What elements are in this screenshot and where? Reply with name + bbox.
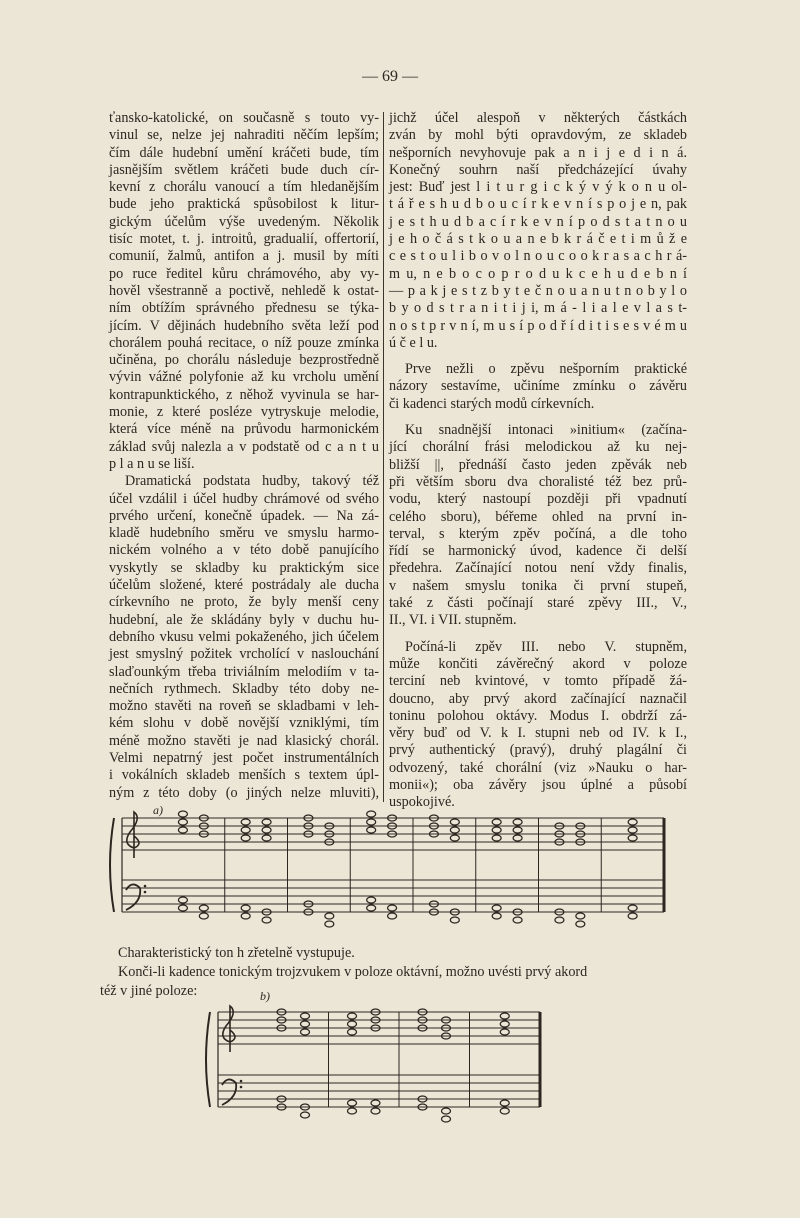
caption-characteristic-tone: Charakteristický ton h zřetelně vystupuje. bbox=[118, 945, 355, 961]
text-line: předehra. Začínající notou není vždy finalis, bbox=[389, 560, 687, 577]
text-line: která více méně na průvodu harmonickém bbox=[109, 421, 379, 438]
text-line: toninu polohou oktávy. Modus I. obdrží zá- bbox=[389, 707, 687, 724]
text-line: po ruce ředitel kůru chrámového, aby vy- bbox=[109, 265, 379, 282]
note-head bbox=[492, 835, 501, 841]
caption-other-position: též v jiné poloze: bbox=[100, 983, 198, 999]
example-b-label: b) bbox=[260, 989, 270, 1003]
system-brace bbox=[206, 1012, 210, 1107]
text-line: odvozený, také chorální (viz »Nauku o har- bbox=[389, 759, 687, 776]
note-head bbox=[178, 819, 187, 825]
note-head bbox=[301, 1021, 310, 1027]
note-head bbox=[178, 827, 187, 833]
text-line: hudební, ale že skládány byly v duchu hu- bbox=[109, 611, 379, 628]
note-head bbox=[500, 1013, 509, 1019]
text-line: ú č e l u. bbox=[389, 334, 438, 351]
note-head bbox=[555, 917, 564, 923]
text-line: Počíná-li zpěv III. nebo V. stupněm, bbox=[405, 638, 687, 655]
text-line: Konečný souhrn naší předcházející úvahy bbox=[389, 161, 687, 178]
note-head bbox=[628, 835, 637, 841]
note-head bbox=[513, 917, 522, 923]
text-line: tisíc motet, t. j. introitů, gradualií, offertorií, bbox=[109, 231, 379, 248]
note-head bbox=[348, 1100, 357, 1106]
note-head bbox=[450, 917, 459, 923]
note-head bbox=[371, 1108, 380, 1114]
note-head bbox=[513, 827, 522, 833]
text-line: vyskytly se skladby ku praktickým sice bbox=[109, 559, 379, 576]
music-example-a bbox=[110, 811, 664, 927]
treble-clef-icon bbox=[127, 812, 139, 858]
text-line: účelům složené, které postrádaly ale ducha bbox=[109, 577, 379, 594]
note-head bbox=[262, 835, 271, 841]
note-head bbox=[450, 827, 459, 833]
note-head bbox=[367, 897, 376, 903]
text-line: — p a k j e s t z b y t e č n o u a n u t n o b y l o bbox=[389, 282, 687, 299]
text-line: doucno, aby prvý akord začínající naznačil bbox=[389, 690, 687, 707]
text-line: t á ř e s h u d b o u c í r k e v n í s p o j e n, pak bbox=[389, 196, 687, 213]
note-head bbox=[500, 1029, 509, 1035]
text-line: ním obtížím správného přednesu se týka- bbox=[109, 300, 379, 317]
text-line: základ svůj nalezla a v podstatě od c a n t u bbox=[109, 438, 379, 455]
note-head bbox=[262, 917, 271, 923]
text-line: církevního ne proto, že byly menší ceny bbox=[109, 594, 379, 611]
note-head bbox=[371, 1100, 380, 1106]
note-head bbox=[241, 905, 250, 911]
text-line: jícím. V dějinách hudebního světa leží pod bbox=[109, 317, 379, 334]
note-head bbox=[241, 835, 250, 841]
note-head bbox=[576, 921, 585, 927]
text-line: kontrapunktického, z něhož vyvinula se har- bbox=[109, 386, 379, 403]
treble-clef-icon bbox=[223, 1006, 235, 1052]
note-head bbox=[367, 905, 376, 911]
system-brace bbox=[110, 818, 114, 912]
music-example-b bbox=[206, 1006, 540, 1122]
note-head bbox=[262, 819, 271, 825]
text-line: účel vzdálil i účel hudby chrámové od svého bbox=[109, 490, 379, 507]
note-head bbox=[178, 811, 187, 817]
text-line: Prve nežli o zpěvu nešporním praktické bbox=[405, 361, 687, 378]
text-line: jasnějším světlem kráčeti bude duch cír- bbox=[109, 161, 379, 178]
text-line: j e s t h u d b a c í r k e v n í p o d s t a t n o u bbox=[389, 213, 687, 230]
text-line: terval, s kterým zpěv počíná, a dle toho bbox=[389, 525, 687, 542]
text-line: ným z této doby (o jiných nelze mluviti), bbox=[109, 784, 379, 801]
text-line: slaďounkým třeba triviálním melodiím v ta- bbox=[109, 663, 379, 680]
text-line: terciní neb kvintové, v tomto případě žá- bbox=[389, 673, 687, 690]
note-head bbox=[199, 905, 208, 911]
note-head bbox=[492, 819, 501, 825]
text-line: nešporních nevyhovuje pak a n i j e d i n á. bbox=[389, 144, 687, 161]
note-head bbox=[301, 1029, 310, 1035]
text-line: uspokojivé. bbox=[389, 794, 455, 811]
note-head bbox=[628, 905, 637, 911]
note-head bbox=[241, 913, 250, 919]
note-head bbox=[301, 1013, 310, 1019]
note-head bbox=[262, 827, 271, 833]
text-line: prvý authentický (pravý), druhý plagální či bbox=[389, 742, 687, 759]
text-line: či kadenci starých modů církevních. bbox=[389, 395, 595, 412]
text-line: jest smyslný požitek vrcholící v naslouchání bbox=[109, 646, 379, 663]
note-head bbox=[388, 905, 397, 911]
note-head bbox=[628, 827, 637, 833]
text-line: možno stavěti na roveň se skladbami v leh- bbox=[109, 698, 379, 715]
note-head bbox=[442, 1108, 451, 1114]
note-head bbox=[367, 827, 376, 833]
text-line: názory sestavíme, učiníme zmínku o závěru bbox=[389, 378, 687, 395]
text-line: comunií, žalmů, antifon a j. musil by míti bbox=[109, 248, 379, 265]
text-line: b y o d s t r a n i t i j i, m á - l i a l e v l a s t- bbox=[389, 300, 687, 317]
note-head bbox=[301, 1112, 310, 1118]
text-line: zván by mohl býti opravdovým, ze skladeb bbox=[389, 127, 687, 144]
note-head bbox=[500, 1108, 509, 1114]
text-line: celého sboru), béřeme ohled na první in- bbox=[389, 508, 687, 525]
text-line: Velmi nepatrný jest počet instrumentálních bbox=[109, 749, 379, 766]
text-line: Ku snadnější intonaci »initium« (začína- bbox=[405, 422, 687, 439]
note-head bbox=[178, 905, 187, 911]
note-head bbox=[442, 1116, 451, 1122]
text-line: chorálem pouhá recitace, o níž pouze zmínka bbox=[109, 334, 379, 351]
note-head bbox=[492, 827, 501, 833]
note-head bbox=[500, 1100, 509, 1106]
note-head bbox=[348, 1029, 357, 1035]
text-line: vodu, který nastoupí později při vpadnutí bbox=[389, 491, 687, 508]
note-head bbox=[348, 1108, 357, 1114]
text-line: Dramatická podstata hudby, takový též bbox=[125, 473, 379, 490]
note-head bbox=[199, 913, 208, 919]
note-head bbox=[576, 913, 585, 919]
note-head bbox=[492, 913, 501, 919]
text-line: i vokálních skladeb menších s textem úpl- bbox=[109, 767, 379, 784]
text-line: učiněna, po chorálu následuje bezprostředně bbox=[109, 352, 379, 369]
text-line: méně možno stavěti je nad klasický chorál. bbox=[109, 732, 379, 749]
text-line: bude jeho praktická spůsobilost k litur- bbox=[109, 196, 379, 213]
note-head bbox=[450, 819, 459, 825]
text-line: monii«); oba závěry jsou úplné a působí bbox=[389, 776, 687, 793]
note-head bbox=[178, 897, 187, 903]
note-head bbox=[628, 913, 637, 919]
text-line: nečních rythmech. Skladby této doby ne- bbox=[109, 680, 379, 697]
note-head bbox=[628, 819, 637, 825]
note-head bbox=[367, 811, 376, 817]
text-line: věry buď od V. k I. stupni neb od IV. k I., bbox=[389, 725, 687, 742]
note-head bbox=[450, 835, 459, 841]
text-line: vývin vážné polyfonie až ku vrcholu umění bbox=[109, 369, 379, 386]
text-line: nickém volného a v této době panujícího bbox=[109, 542, 379, 559]
text-line: kém slohu v době novější vzniklými, tím bbox=[109, 715, 379, 732]
note-head bbox=[241, 827, 250, 833]
note-head bbox=[513, 819, 522, 825]
text-line: prvého určení, konečně úpadek. — Na zá- bbox=[109, 507, 379, 524]
example-a-label: a) bbox=[153, 803, 163, 817]
text-line: p l a n u se liší. bbox=[109, 455, 195, 472]
note-head bbox=[492, 905, 501, 911]
text-line: n o s t p r v n í, m u s í p o d ř í d i t i s e s v é m u bbox=[389, 317, 687, 334]
text-line: bližší ||, přednáší často jeden zpěvák neb bbox=[389, 456, 687, 473]
text-line: debního vkusu velmi pokaženého, jich účelem bbox=[109, 628, 379, 645]
note-head bbox=[241, 819, 250, 825]
note-head bbox=[325, 921, 334, 927]
text-line: m u, n e b o c o p r o d u k c e h u d e b n í bbox=[389, 265, 687, 282]
text-line: kevní z chorálu vanoucí a tím hledanějším bbox=[109, 179, 379, 196]
caption-cadence: Konči-li kadence tonickým trojzvukem v poloze oktávní, možno uvésti prvý akord bbox=[118, 964, 588, 980]
text-line: čím dále hudební umění kráčeti bude, tím bbox=[109, 144, 379, 161]
text-line: také z části počínají staré zpěvy III., V., bbox=[389, 595, 687, 612]
text-line: j e h o č á s t k o u a n e b k r á č e t i m ů ž e bbox=[389, 231, 687, 248]
page-number: — 69 — bbox=[362, 68, 418, 85]
text-line: II., VI. i VII. stupněm. bbox=[389, 612, 517, 629]
text-line: jichž účel alespoň v některých částkách bbox=[389, 110, 687, 126]
text-line: hověl všestranně a poctivě, nehledě k ostat- bbox=[109, 282, 379, 299]
note-head bbox=[500, 1021, 509, 1027]
text-line: může končiti závěrečný akord v poloze bbox=[389, 655, 687, 672]
text-line: jící chorální frási melodickou až ku nej- bbox=[389, 439, 687, 456]
text-line: vinul se, nelze jej nahraditi něčím lepším; bbox=[109, 127, 379, 144]
text-line: c e s t o u l i b o v o l n o u c o o k r a s a c h r á- bbox=[389, 248, 687, 265]
note-head bbox=[348, 1013, 357, 1019]
note-head bbox=[513, 835, 522, 841]
text-line: při větším sboru dva choralisté též bez prů- bbox=[389, 473, 687, 490]
text-line: monie, z které posléze vytryskuje melodie, bbox=[109, 404, 379, 421]
note-head bbox=[367, 819, 376, 825]
text-line: ťansko-katolické, on současně s touto vy- bbox=[109, 110, 379, 126]
text-line: gickým účelům výše uvedeným. Několik bbox=[109, 213, 379, 230]
text-line: kladě hudebního směru ve smyslu harmo- bbox=[109, 525, 379, 542]
note-head bbox=[388, 913, 397, 919]
text-line: řídí se harmonický úvod, kadence či delší bbox=[389, 543, 687, 560]
text-line: jest: Buď jest l i t u r g i c k ý v ý k o n u ol- bbox=[389, 179, 687, 196]
note-head bbox=[325, 913, 334, 919]
note-head bbox=[348, 1021, 357, 1027]
text-line: v našem smyslu tonika či první stupeň, bbox=[389, 577, 687, 594]
